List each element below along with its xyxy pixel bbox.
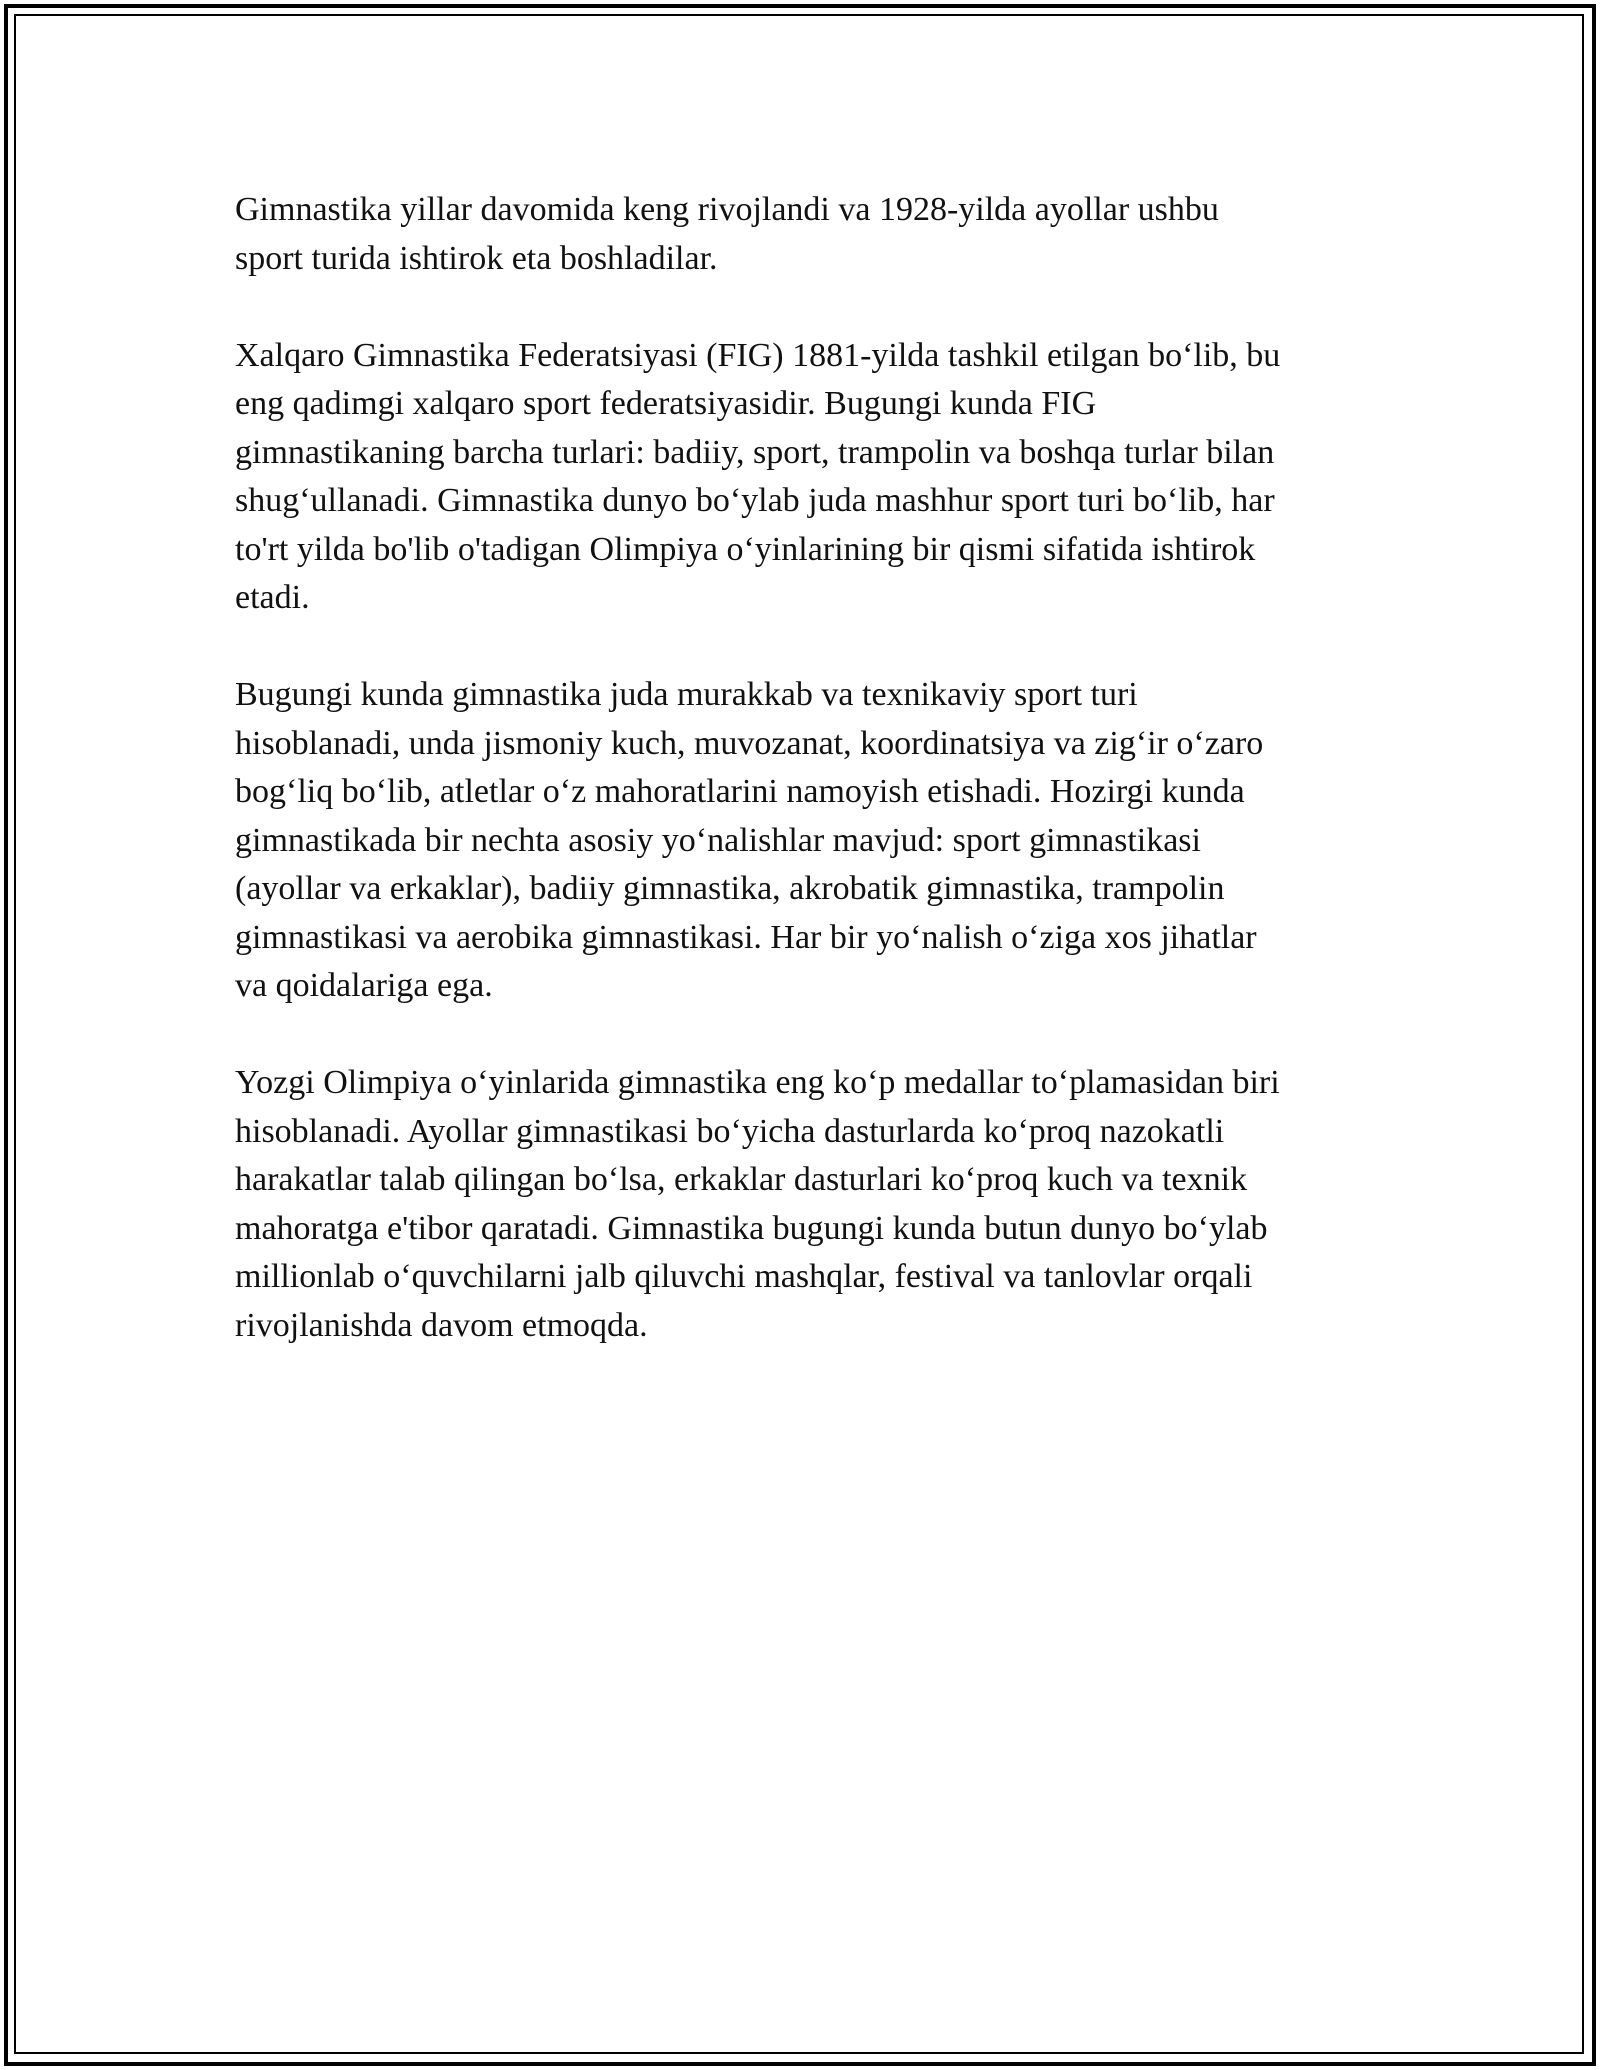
paragraph-1: Gimnastika yillar davomida keng rivojlandi va 1928-yilda ayollar ushbu sport turida ishtirok eta boshladilar. xyxy=(235,191,1219,277)
paragraph-3: Bugungi kunda gimnastika juda murakkab va texnikaviy sport turi hisoblanadi, unda jismoniy kuch, muvozanat, koordinatsiya va zigʻir oʻzaro bogʻliq boʻlib, atletlar oʻz mahoratlarini namoyish etishadi. Hozirgi kunda gimnastikada bir nechta asosiy yoʻnalishlar mavjud: sport gimnastikasi (ayollar va erkaklar), badiiy gimnastika, akrobatik gimnastika, trampolin gimnastikasi va aerobika gimnastikasi. Har bir yoʻnalish oʻziga xos jihatlar va qoidalariga ega. xyxy=(235,676,1264,1004)
paragraph-4: Yozgi Olimpiya oʻyinlarida gimnastika eng koʻp medallar toʻplamasidan biri hisoblanadi. Ayollar gimnastikasi boʻyicha dasturlarda koʻproq nazokatli harakatlar talab qilingan boʻlsa, erkaklar dasturlari koʻproq kuch va texnik mahoratga e'tibor qaratadi. Gimnastika bugungi kunda butun dunyo boʻylab millionlab oʻquvchilarni jalb qiluvchi mashqlar, festival va tanlovlar orqali rivojlanishda davom etmoqda. xyxy=(235,1064,1280,1344)
paragraph-2: Xalqaro Gimnastika Federatsiyasi (FIG) 1881-yilda tashkil etilgan boʻlib, bu eng qadimgi xalqaro sport federatsiyasidir. Bugungi kunda FIG gimnastikaning barcha turlari: badiiy, sport, trampolin va boshqa turlar bilan shugʻullanadi. Gimnastika dunyo boʻylab juda mashhur sport turi boʻlib, har to'rt yilda bo'lib o'tadigan Olimpiya oʻyinlarining bir qismi sifatida ishtirok etadi. xyxy=(235,336,1281,616)
document-body xyxy=(235,186,1375,1399)
